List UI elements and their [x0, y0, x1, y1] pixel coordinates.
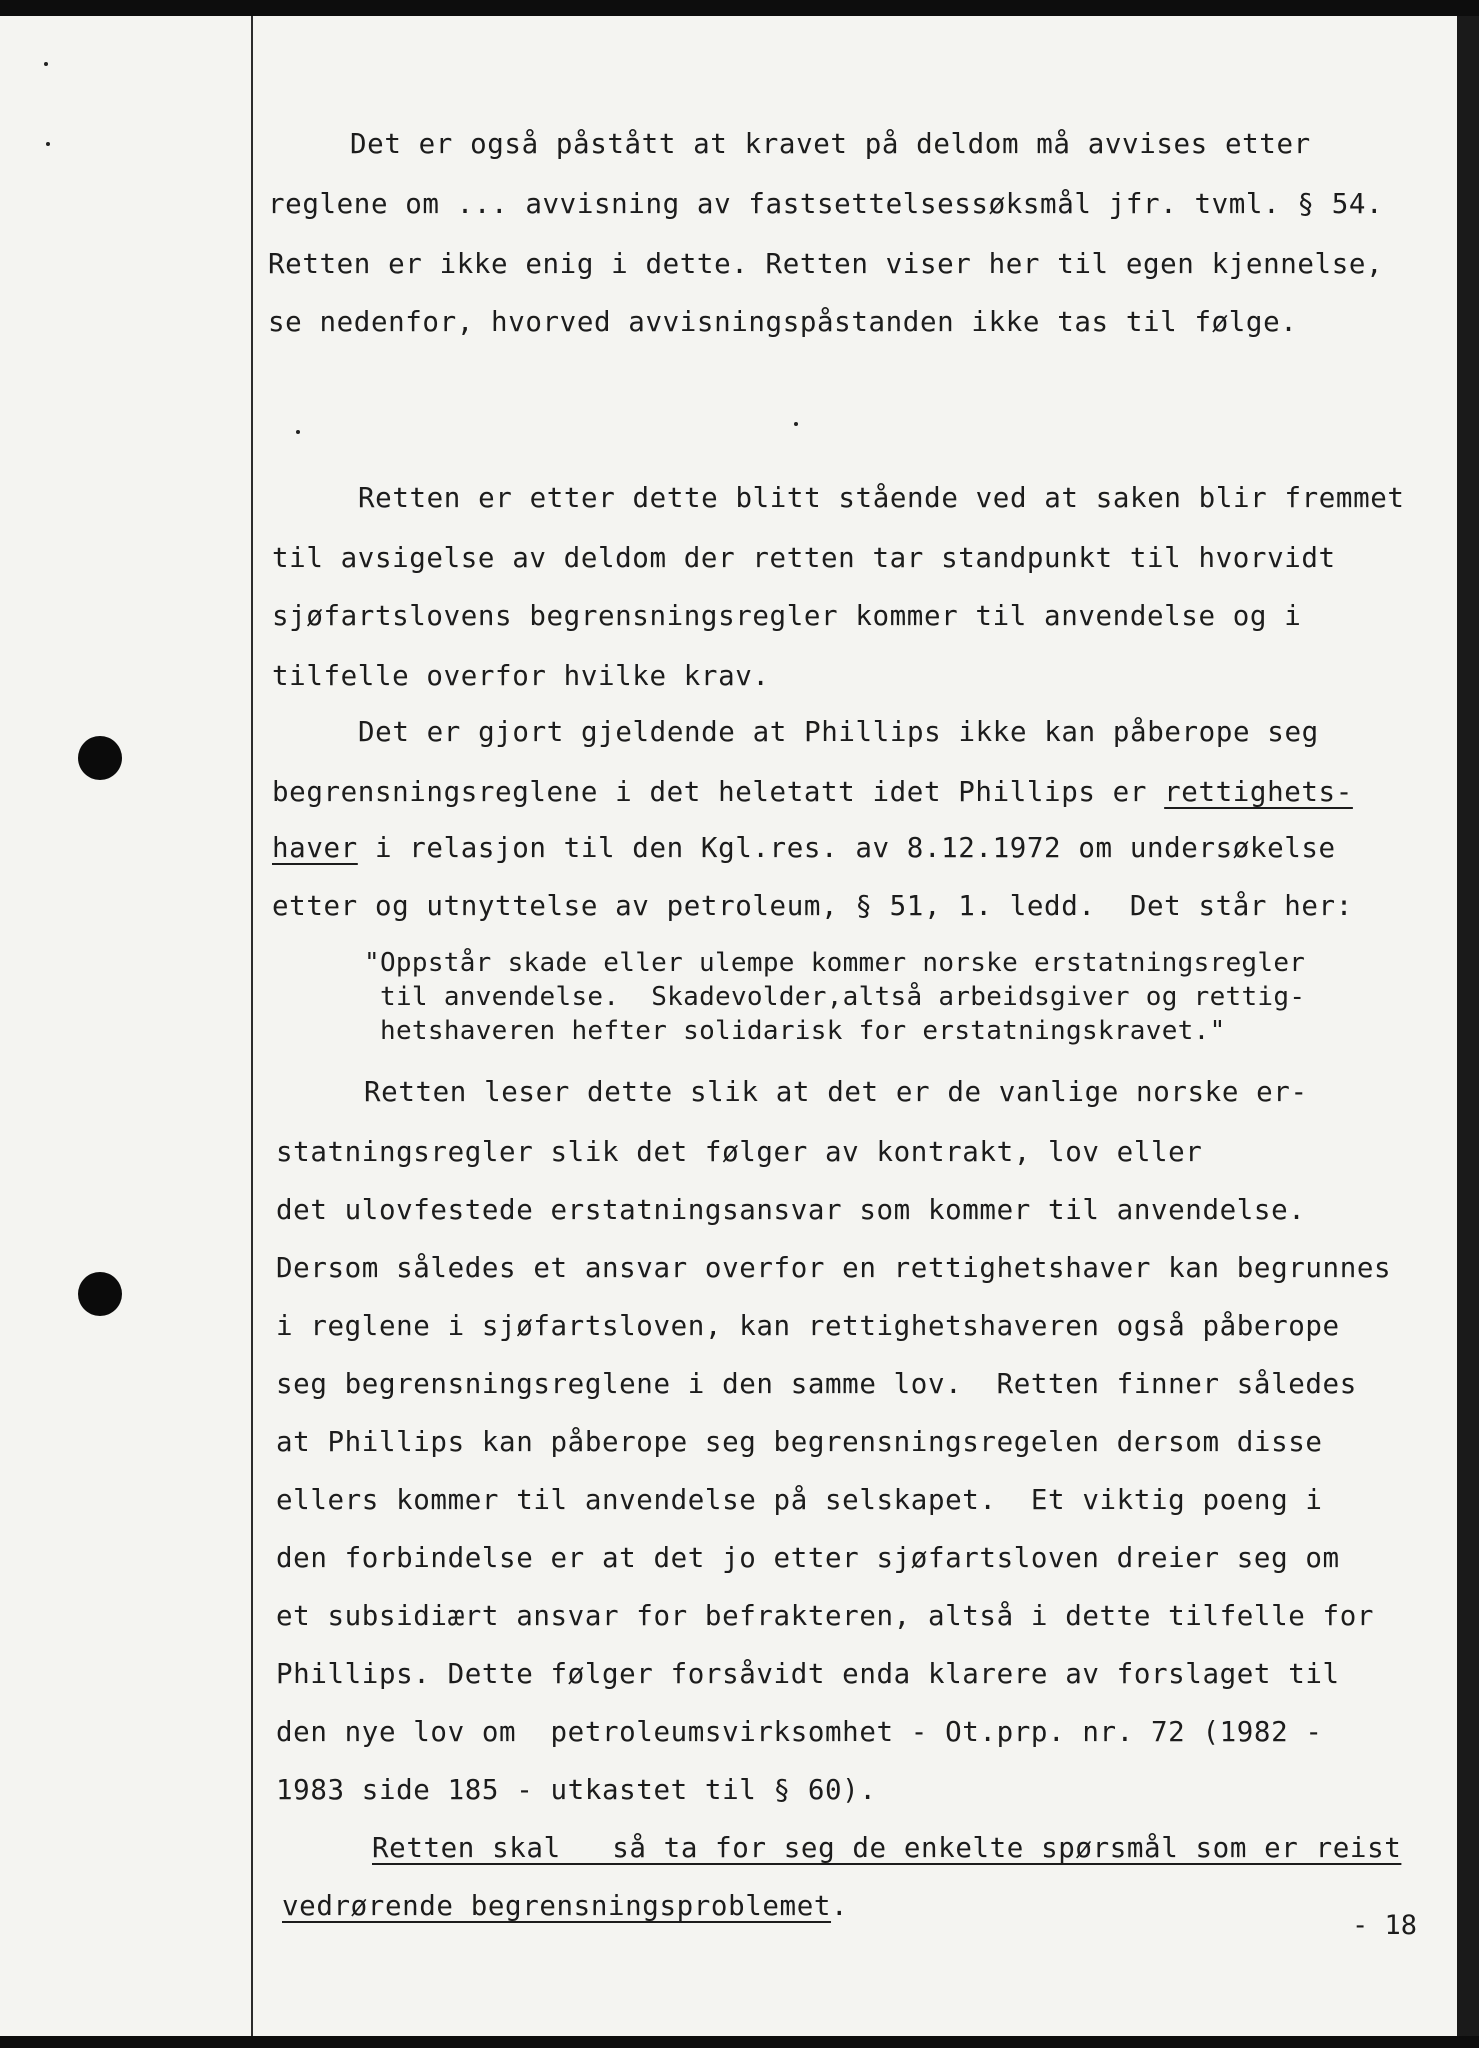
text-line: [282, 1890, 848, 1922]
text-line: den nye lov om petroleumsvirksomhet - Ot.prp. nr. 72 (1982 -: [276, 1716, 1323, 1748]
binder-hole-upper: [78, 736, 122, 780]
scan-speck: [296, 430, 300, 434]
text-line: [272, 776, 1353, 808]
text-line: Retten er ikke enig i dette. Retten viser her til egen kjennelse,: [268, 248, 1384, 280]
text-line: et subsidiært ansvar for befrakteren, altså i dette tilfelle for: [276, 1600, 1375, 1632]
text-segment: begrensningsreglene i det heletatt idet Phillips er: [272, 776, 1165, 808]
text-segment: .: [831, 1890, 849, 1922]
binder-hole-lower: [78, 1272, 122, 1316]
text-line: at Phillips kan påberope seg begrensningsregelen dersom disse: [276, 1426, 1323, 1458]
text-line: 1983 side 185 - utkastet til § 60).: [276, 1774, 877, 1806]
text-line: det ulovfestede erstatningsansvar som kommer til anvendelse.: [276, 1194, 1306, 1226]
text-line: Dersom således et ansvar overfor en rettighetshaver kan begrunnes: [276, 1252, 1392, 1284]
text-line: Retten er etter dette blitt stående ved at saken blir fremmet: [358, 482, 1405, 514]
text-line: sjøfartslovens begrensningsregler kommer til anvendelse og i: [272, 600, 1302, 632]
margin-rule: [251, 16, 253, 2036]
scan-speck: [44, 62, 48, 66]
quote-line: til anvendelse. Skadevolder,altså arbeidsgiver og rettig-: [380, 982, 1306, 1012]
document-page: [0, 16, 1479, 2036]
text-line: [272, 832, 1336, 864]
underlined-term: rettighets-: [1164, 776, 1353, 808]
text-line: Det er gjort gjeldende at Phillips ikke kan påberope seg: [358, 716, 1319, 748]
text-line: etter og utnyttelse av petroleum, § 51, 1. ledd. Det står her:: [272, 890, 1353, 922]
scan-speck: [46, 142, 50, 146]
text-line: tilfelle overfor hvilke krav.: [272, 660, 770, 692]
underlined-term: vedrørende begrensningsproblemet: [282, 1890, 832, 1922]
text-line: Retten leser dette slik at det er de vanlige norske er-: [364, 1076, 1308, 1108]
text-line: til avsigelse av deldom der retten tar standpunkt til hvorvidt: [272, 542, 1336, 574]
text-line: statningsregler slik det følger av kontrakt, lov eller: [276, 1136, 1203, 1168]
text-line: Det er også påstått at kravet på deldom må avvises etter: [350, 128, 1311, 160]
text-segment: i relasjon til den Kgl.res. av 8.12.1972 om undersøkelse: [357, 832, 1336, 864]
quote-line: "Oppstår skade eller ulempe kommer norske erstatningsregler: [364, 948, 1306, 978]
text-line: den forbindelse er at det jo etter sjøfartsloven dreier seg om: [276, 1542, 1340, 1574]
scan-top-edge: [0, 0, 1479, 16]
underlined-term: haver: [272, 832, 358, 864]
text-line: reglene om ... avvisning av fastsettelsessøksmål jfr. tvml. § 54.: [268, 188, 1384, 220]
scan-right-edge: [1457, 16, 1479, 2036]
text-line: seg begrensningsreglene i den samme lov. Retten finner således: [276, 1368, 1357, 1400]
text-line: se nedenfor, hvorved avvisningspåstanden ikke tas til følge.: [268, 306, 1298, 338]
scan-speck: [794, 422, 798, 426]
underlined-line: Retten skal så ta for seg de enkelte spørsmål som er reist: [372, 1832, 1402, 1864]
text-line: ellers kommer til anvendelse på selskapet. Et viktig poeng i: [276, 1484, 1323, 1516]
page-number: - 18: [1352, 1910, 1418, 1941]
scan-bottom-edge: [0, 2036, 1479, 2048]
quote-line: hetshaveren hefter solidarisk for erstatningskravet.": [380, 1016, 1226, 1046]
text-line: i reglene i sjøfartsloven, kan rettighetshaveren også påberope: [276, 1310, 1340, 1342]
text-line: Phillips. Dette følger forsåvidt enda klarere av forslaget til: [276, 1658, 1340, 1690]
